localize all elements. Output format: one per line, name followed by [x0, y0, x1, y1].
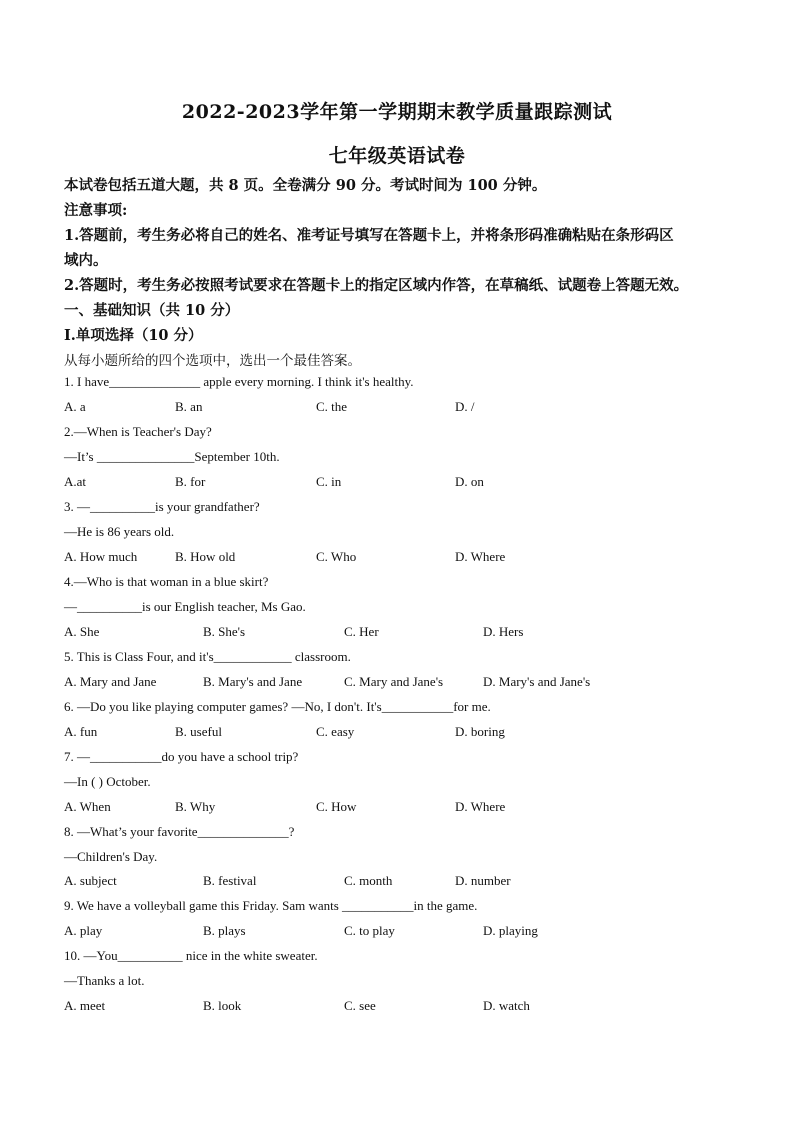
question-8-option-a: A. subject [64, 873, 117, 888]
question-9-option-b: B. plays [203, 923, 246, 938]
question-3-option-c: C. Who [316, 549, 357, 564]
question-5-option-b: B. Mary's and Jane [203, 674, 303, 689]
part-title: 一、基础知识（共 10 分） [64, 302, 240, 319]
question-1-option-c: C. the [316, 399, 348, 414]
question-7-option-a: A. When [64, 799, 111, 814]
question-10-option-d: D. watch [483, 998, 530, 1013]
question-8-option-d: D. number [455, 873, 511, 888]
question-8-line-1: 8. —What’s your favorite______________? [64, 824, 295, 839]
note-2: 2.答题时，考生务必按照考试要求在答题卡上的指定区域内作答，在草稿纸、试题卷上答题无效。 [64, 277, 689, 294]
question-1-option-a: A. a [64, 399, 86, 414]
question-2-option-b: B. for [175, 474, 206, 489]
question-8-option-b: B. festival [203, 873, 257, 888]
question-5-option-d: D. Mary's and Jane's [483, 674, 591, 689]
question-10-option-c: C. see [344, 998, 376, 1013]
question-1-option-d: D. / [455, 399, 475, 414]
note-1b: 域内。 [64, 252, 108, 269]
question-7-option-c: C. How [316, 799, 357, 814]
question-7-line-1: 7. —___________do you have a school trip? [64, 749, 299, 764]
question-4-option-a: A. She [64, 624, 100, 639]
question-3-option-a: A. How much [64, 549, 138, 564]
question-4-option-b: B. She's [203, 624, 246, 639]
question-1-option-b: B. an [175, 399, 203, 414]
question-10-line-2: —Thanks a lot. [64, 973, 145, 988]
question-9-option-c: C. to play [344, 923, 395, 938]
question-5-option-c: C. Mary and Jane's [344, 674, 444, 689]
exam-subtitle: 七年级英语试卷 [328, 145, 466, 167]
question-6-option-b: B. useful [175, 724, 222, 739]
notes-label: 注意事项: [64, 202, 128, 219]
question-6-option-a: A. fun [64, 724, 98, 739]
question-4-option-d: D. Hers [483, 624, 524, 639]
question-4-option-c: C. Her [344, 624, 379, 639]
question-2-option-c: C. in [316, 474, 342, 489]
question-7-option-d: D. Where [455, 799, 506, 814]
question-10-option-b: B. look [203, 998, 242, 1013]
question-10-option-a: A. meet [64, 998, 106, 1013]
question-6-line-1: 6. —Do you like playing computer games? —No, I don't. It's___________for me. [64, 699, 491, 714]
question-2-option-d: D. on [455, 474, 484, 489]
question-9-option-a: A. play [64, 923, 103, 938]
question-10-line-1: 10. —You__________ nice in the white sweater. [64, 948, 318, 963]
question-3-line-1: 3. —__________is your grandfather? [64, 499, 260, 514]
instruction: 从每小题所给的四个选项中，选出一个最佳答案。 [64, 353, 361, 369]
question-1-line-1: 1. I have______________ apple every morning. I think it's healthy. [64, 374, 414, 389]
question-6-option-d: D. boring [455, 724, 505, 739]
question-2-option-a: A.at [64, 474, 87, 489]
question-3-line-2: —He is 86 years old. [64, 524, 175, 539]
question-7-line-2: —In ( ) October. [64, 774, 151, 789]
question-5-option-a: A. Mary and Jane [64, 674, 157, 689]
question-9-line-1: 9. We have a volleyball game this Friday. Sam wants ___________in the game. [64, 898, 478, 913]
question-8-option-c: C. month [344, 873, 393, 888]
question-2-line-1: 2.—When is Teacher's Day? [64, 424, 212, 439]
question-3-option-b: B. How old [175, 549, 236, 564]
exam-title: 2022-2023学年第一学期期末教学质量跟踪测试 [181, 101, 613, 123]
exam-info: 本试卷包括五道大题，共 8 页。全卷满分 90 分。考试时间为 100 分钟。 [64, 177, 547, 194]
question-6-option-c: C. easy [316, 724, 355, 739]
question-4-line-1: 4.—Who is that woman in a blue skirt? [64, 574, 269, 589]
note-1a: 1.答题前，考生务必将自己的姓名、准考证号填写在答题卡上，并将条形码准确粘贴在条形码区 [64, 227, 674, 244]
sub-title: I.单项选择（10 分） [64, 327, 203, 344]
question-3-option-d: D. Where [455, 549, 506, 564]
question-4-line-2: —__________is our English teacher, Ms Gao. [64, 599, 306, 614]
question-9-option-d: D. playing [483, 923, 538, 938]
question-5-line-1: 5. This is Class Four, and it's____________ classroom. [64, 649, 351, 664]
question-8-line-2: —Children's Day. [64, 849, 158, 864]
question-2-line-2: —It’s _______________September 10th. [64, 449, 280, 464]
question-7-option-b: B. Why [175, 799, 216, 814]
